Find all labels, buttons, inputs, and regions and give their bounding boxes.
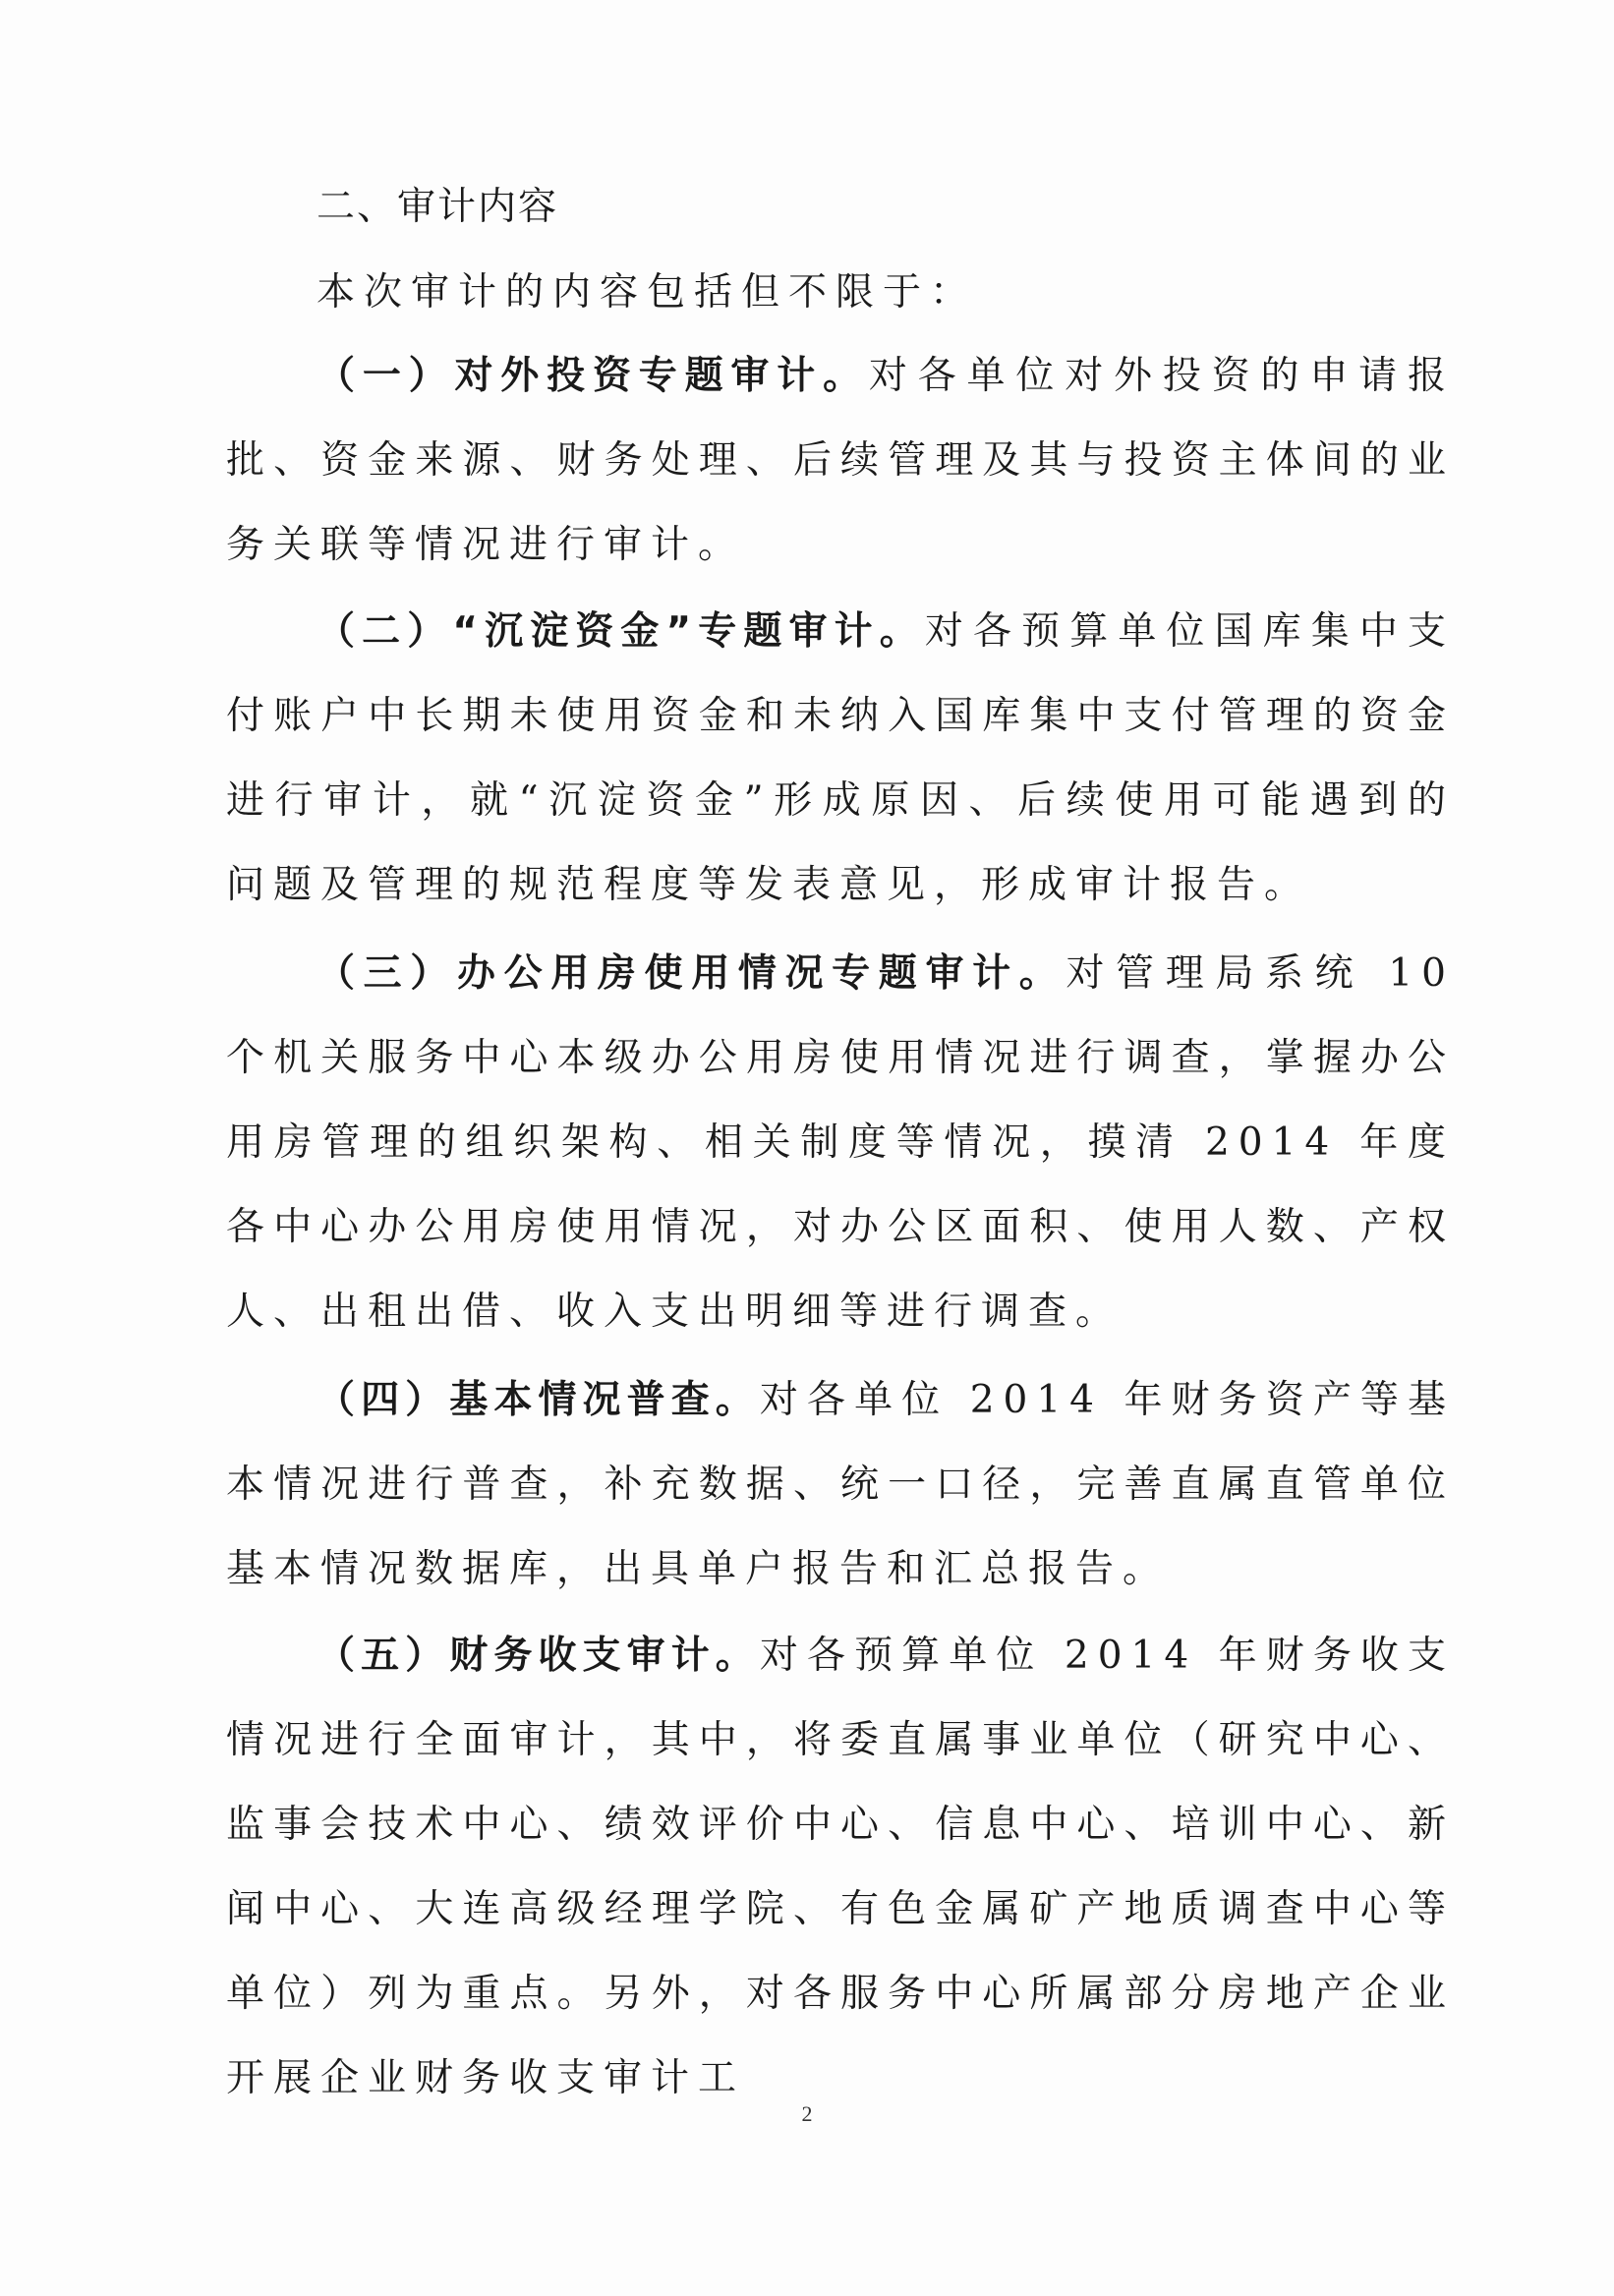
item-text-3: 对管理局系统 10 个机关服务中心本级办公用房使用情况进行调查，掌握办公用房管理的组织架构、相关制度等情况，摸清 2014 年度各中心办公用房使用情况，对办公区面积、使用人数、产权人、出租出借、收入支出明细等进行调查。	[226, 951, 1455, 1334]
item-label-5: （五）财务收支审计。	[317, 1634, 760, 1678]
item-text-2: 对各预算单位国库集中支付账户中长期未使用资金和未纳入国库集中支付管理的资金进行审计，就“沉淀资金”形成原因、后续使用可能遇到的问题及管理的规范程度等发表意见，形成审计报告。	[226, 609, 1455, 907]
page-number: 2	[801, 2101, 813, 2126]
item-label-4: （四）基本情况普查。	[317, 1378, 760, 1422]
item-text-1: 对各单位对外投资的申请报批、资金来源、财务处理、后续管理及其与投资主体间的业务关联等情况进行审计。	[226, 354, 1455, 567]
item-paragraph-1	[226, 334, 1455, 588]
item-label-3: （三）办公用房使用情况专题审计。	[317, 951, 1066, 996]
item-paragraph-3	[226, 932, 1455, 1354]
item-text-4: 对各单位 2014 年财务资产等基本情况进行普查，补充数据、统一口径，完善直属直管单位基本情况数据库，出具单户报告和汇总报告。	[226, 1378, 1455, 1591]
item-paragraph-5	[226, 1614, 1455, 2121]
item-paragraph-4	[226, 1358, 1455, 1612]
item-text-5: 对各预算单位 2014 年财务收支情况进行全面审计，其中，将委直属事业单位（研究中心、监事会技术中心、绩效评价中心、信息中心、培训中心、新闻中心、大连高级经理学院、有色金属矿产地质调查中心等单位）列为重点。另外，对各服务中心所属部分房地产企业开展企业财务收支审计工	[226, 1634, 1455, 2100]
intro-paragraph: 本次审计的内容包括但不限于：	[317, 270, 978, 315]
item-label-2: （二）“沉淀资金”专题审计。	[317, 609, 925, 654]
item-label-1: （一）对外投资专题审计。	[317, 354, 869, 398]
section-heading: 二、审计内容	[317, 185, 559, 229]
item-paragraph-2	[226, 590, 1455, 928]
